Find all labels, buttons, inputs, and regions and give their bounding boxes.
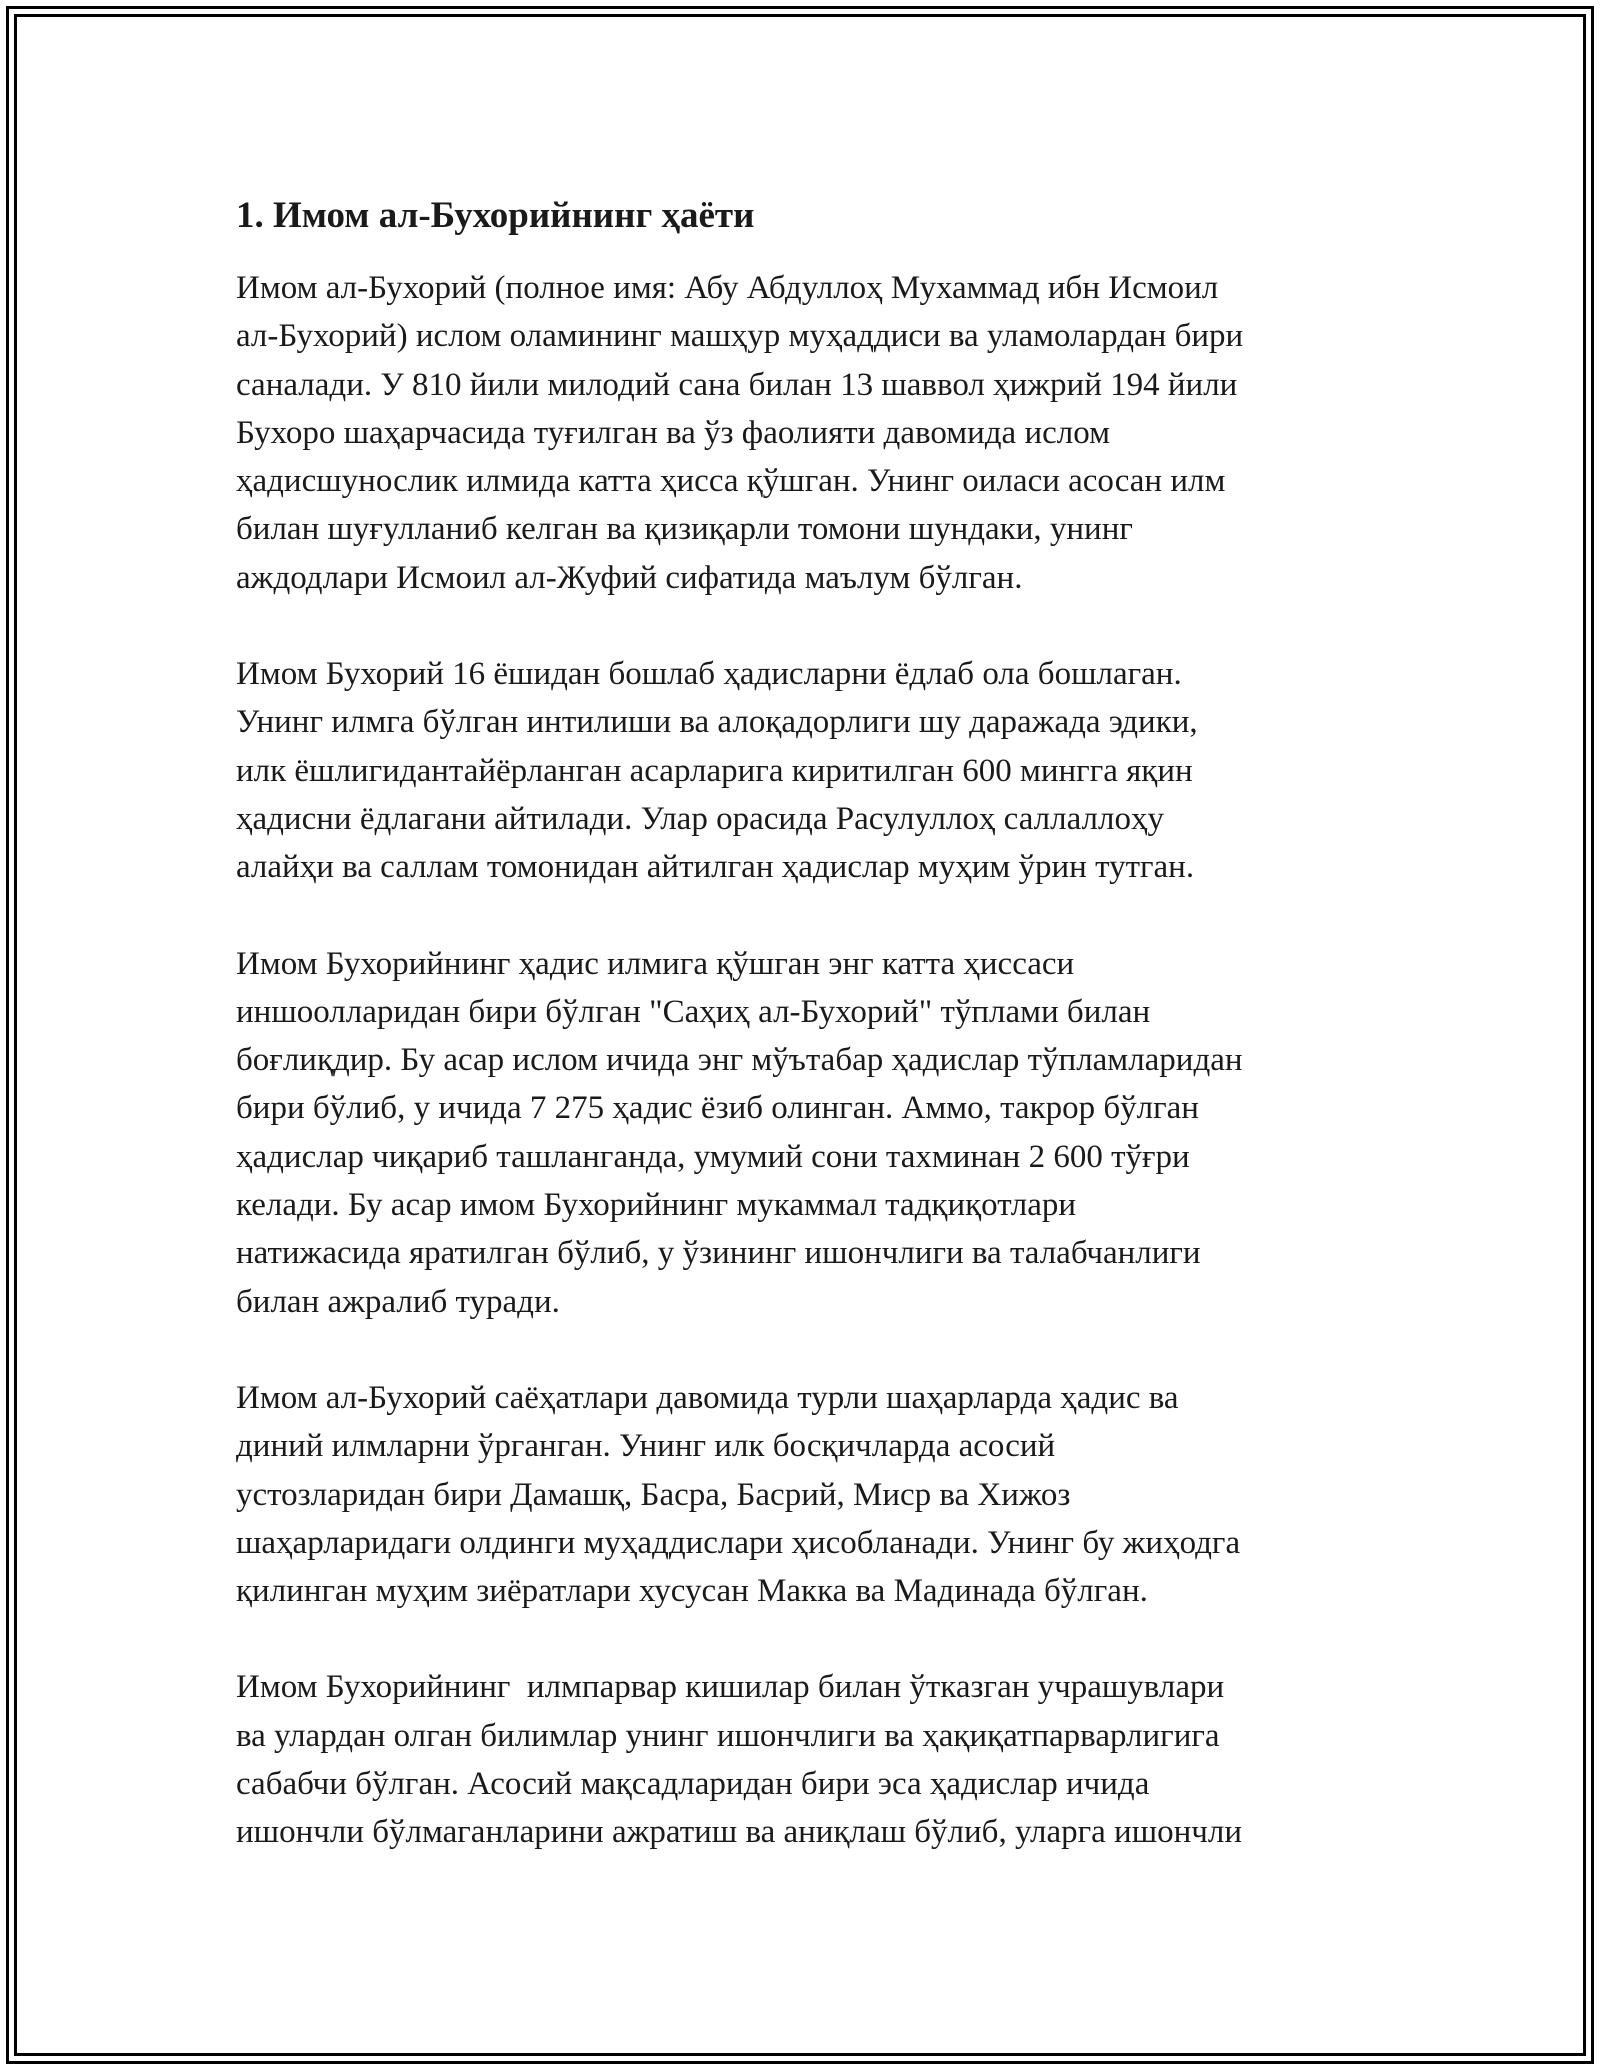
text-line: аждодлари Исмоил ал-Жуфий сифатида маълум бўлган. [236, 559, 1023, 596]
text-line: ҳадисшунослик илмида катта ҳисса қўшган. Унинг оиласи асосан илм [236, 463, 1226, 500]
text-line: ҳадисни ёдлагани айтилади. Улар орасида Расулуллоҳ саллаллоҳу [236, 800, 1164, 837]
text-line: алайҳи ва саллам томонидан айтилган ҳадислар муҳим ўрин тутган. [236, 849, 1195, 886]
document-page [236, 186, 1376, 1857]
text-line: Имом Бухорий 16 ёшидан бошлаб ҳадисларни ёдлаб ола бошлаган. [236, 656, 1182, 693]
text-line: Бухоро шаҳарчасида туғилган ва ўз фаолияти давомида ислом [236, 414, 1110, 451]
text-line: устозларидан бири Дамашқ, Басра, Басрий, Миср ва Хижоз [236, 1476, 1071, 1513]
text-line: Имом Бухорийнинг илмпарвар кишилар билан ўтказган учрашувлари [236, 1669, 1225, 1706]
text-line: ишончли бўлмаганларини ажратиш ва аниқлаш бўлиб, уларга ишончли [236, 1814, 1243, 1851]
text-line: Унинг илмга бўлган интилиши ва алоқадорлиги шу даражада эдики, [236, 704, 1198, 741]
paragraph-5 [236, 1663, 1376, 1856]
text-line: диний илмларни ўрганган. Унинг илк босқичларда асосий [236, 1428, 1056, 1465]
text-line: Имом ал-Бухорий саёҳатлари давомида турли шаҳарларда ҳадис ва [236, 1379, 1179, 1416]
section-heading: 1. Имом ал-Бухорийнинг ҳаёти [236, 195, 755, 236]
text-line: ал-Бухорий) ислом оламининг машҳур муҳаддиси ва уламолардан бири [236, 318, 1244, 355]
paragraph-4 [236, 1374, 1376, 1615]
text-line: иншоолларидан бири бўлган "Саҳиҳ ал-Бухорий" тўплами билан [236, 993, 1151, 1030]
paragraph-1 [236, 264, 1376, 602]
text-line: қилинган муҳим зиёратлари хусусан Макка ва Мадинада бўлган. [236, 1573, 1148, 1610]
text-line: бири бўлиб, у ичида 7 275 ҳадис ёзиб олинган. Аммо, такрор бўлган [236, 1090, 1199, 1127]
text-line: боғлиқдир. Бу асар ислом ичида энг мўътабар ҳадислар тўпламларидан [236, 1042, 1243, 1079]
paragraph-3 [236, 940, 1376, 1326]
text-line: натижасида яратилган бўлиб, у ўзининг ишончлиги ва талабчанлиги [236, 1235, 1201, 1272]
text-line: илк ёшлигидантайёрланган асарларига киритилган 600 мингга яқин [236, 752, 1193, 789]
text-line: Имом Бухорийнинг ҳадис илмига қўшган энг катта ҳиссаси [236, 945, 1075, 982]
text-line: Имом ал-Бухорий (полное имя: Абу Абдуллоҳ Мухаммад ибн Исмоил [236, 270, 1219, 306]
text-line: келади. Бу асар имом Бухорийнинг мукаммал тадқиқотлари [236, 1187, 1077, 1224]
text-line: билан шуғулланиб келган ва қизиқарли томони шундаки, унинг [236, 511, 1133, 548]
text-line: билан ажралиб туради. [236, 1283, 560, 1320]
paragraph-2 [236, 650, 1376, 891]
text-line: саналади. У 810 йили милодий сана билан 13 шаввол ҳижрий 194 йили [236, 366, 1238, 403]
text-line: ва улардан олган билимлар унинг ишончлиги ва ҳақиқатпарварлигига [236, 1717, 1220, 1754]
text-line: ҳадислар чиқариб ташланганда, умумий сони тахминан 2 600 тўғри [236, 1138, 1190, 1175]
text-line: сабабчи бўлган. Асосий мақсадларидан бири эса ҳадислар ичида [236, 1766, 1150, 1803]
text-line: шаҳарларидаги олдинги муҳаддислари ҳисобланади. Унинг бу жиҳодга [236, 1524, 1241, 1561]
